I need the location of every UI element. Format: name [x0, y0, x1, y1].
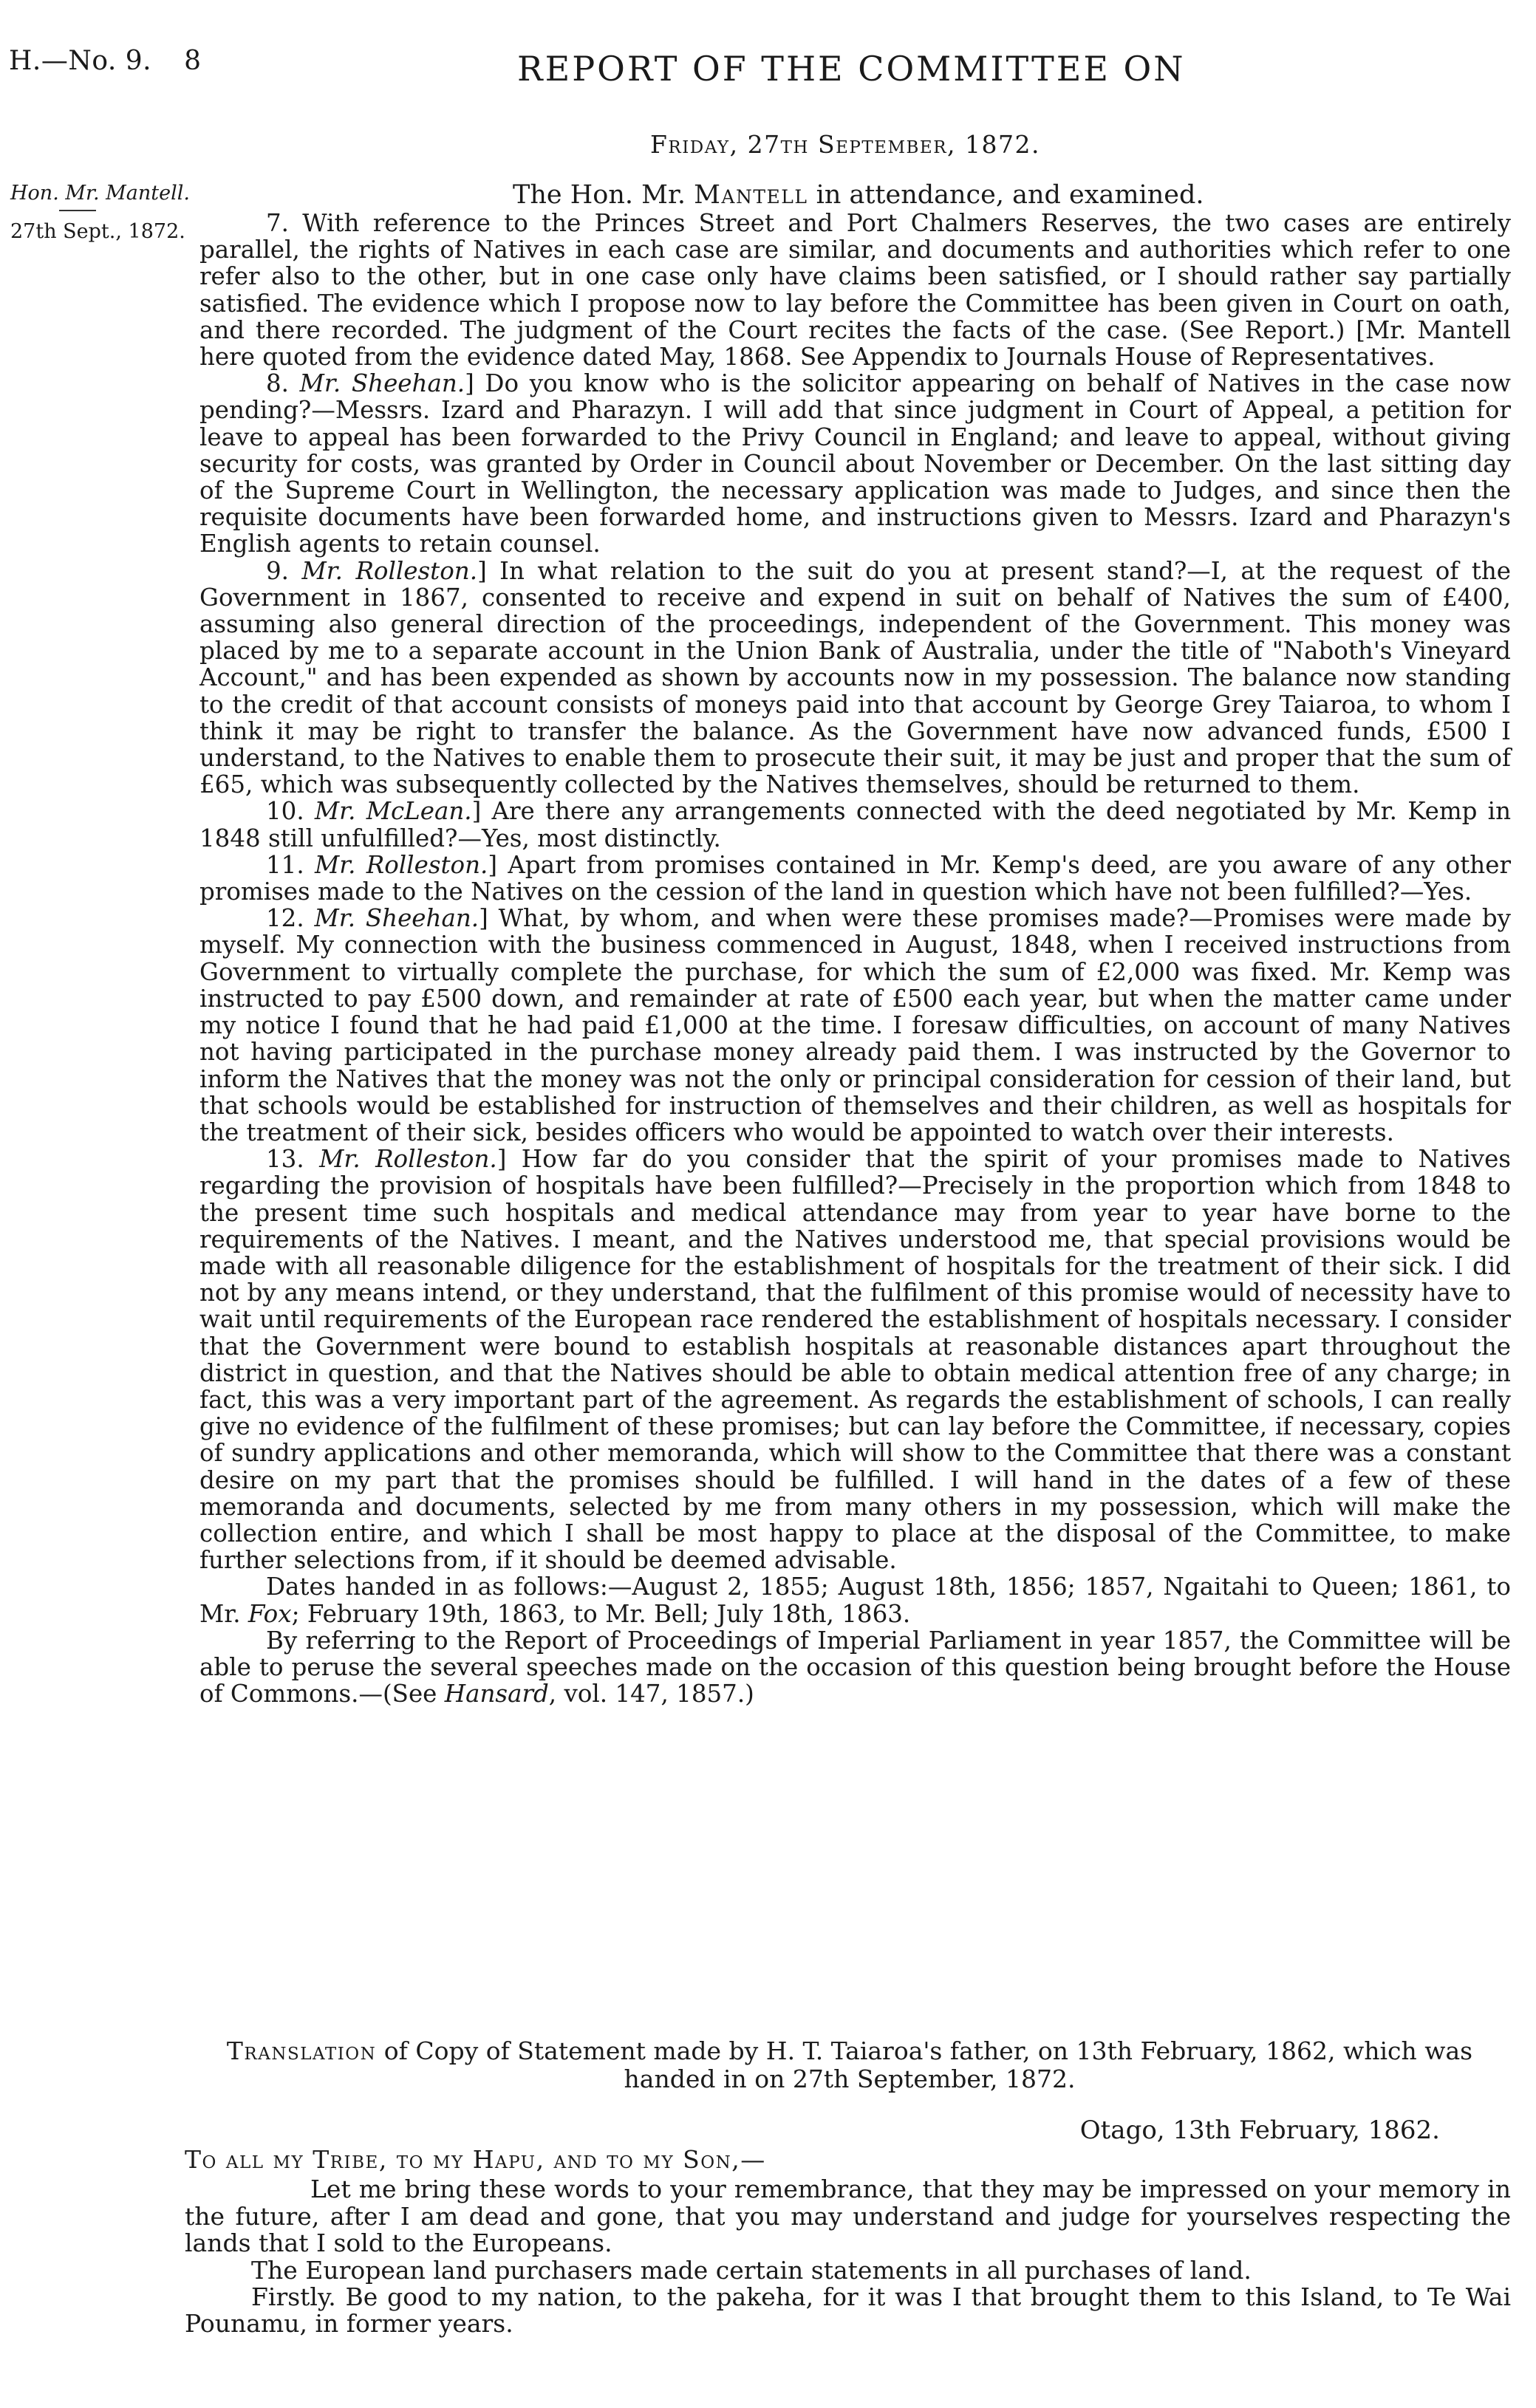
letter-paragraph: Firstly. Be good to my nation, to the pakeha, for it was I that brought them to this Island, to Te Wai Pounamu, in former years. — [185, 2282, 1511, 2339]
page-header-ref — [9, 46, 202, 76]
translation-heading: Translation of Copy of Statement made by H. T. Taiaroa's father, on 13th February, 1862, which was handed in on 27th September, 1872. — [226, 2036, 1473, 2093]
paragraph-13: 13. Mr. Rolleston.] How far do you consider that the spirit of your promises made to Natives regarding the provision of hospitals have been fulfilled?—Precisely in the proportion which from 1848 to the present time such hospitals and medical attendance may from year to year have borne to the requirements of the Natives. I meant, and the Natives understood me, that special provisions would be made with all reasonable diligence for the establishment of hospitals for the treatment of their sick. I did not by any means intend, or they understand, that the fulfilment of this promise would of necessity have to wait until requirements of the European race rendered the establishment of hospitals necessary. I consider that the Government were bound to establish hospitals at reasonable distances apart throughout the district in question, and that the Natives should be able to obtain medical attention free of any charge; in fact, this was a very important part of the agreement. As regards the establishment of schools, I can really give no evidence of the fulfilment of these promises; but can lay before the Committee, if necessary, copies of sundry applications and other memoranda, which will show to the Committee that there was a constant desire on my part that the promises should be fulfilled. I will hand in the dates of a few of these memoranda and documents, selected by me from many others in my possession, which will make the collection entire, and which I shall be most happy to place at the disposal of the Committee, to make further selections from, if it should be deemed advisable. — [199, 1145, 1511, 1575]
margin-divider — [59, 210, 96, 211]
paragraph-11: 11. Mr. Rolleston.] Apart from promises contained in Mr. Kemp's deed, are you aware of any other promises made to the Natives on the cession of the land in question which have not been fulfilled?—Yes. — [199, 850, 1511, 906]
letter-salutation: To all my Tribe, to my Hapu, and to my Son,— — [185, 2145, 766, 2174]
speaker: Mr. Rolleston. — [314, 850, 488, 879]
page-number: 8 — [184, 46, 202, 76]
speaker: Mr. Sheehan. — [314, 904, 479, 933]
letter-place-date: Otago, 13th February, 1862. — [1079, 2115, 1440, 2145]
doc-reference: H.—No. 9. — [9, 46, 152, 76]
meeting-date: Friday, 27th September, 1872. — [650, 130, 1040, 159]
paragraph-8: 8. Mr. Sheehan.] Do you know who is the solicitor appearing on behalf of Natives in the case now pending?—Messrs. Izard and Pharazyn. I will add that since judgment in Court of Appeal, a petition for leave to appeal has been forwarded to the Privy Council in England; and leave to appeal, without giving security for costs, was granted by Order in Council about November or December. On the last sitting day of the Supreme Court in Wellington, the necessary application was made to Judges, and since then the requisite documents have been forwarded home, and instructions given to Messrs. Izard and Pharazyn's English agents to retain counsel. — [199, 369, 1511, 558]
speaker: Mr. Rolleston. — [319, 1145, 497, 1174]
running-title: REPORT OF THE COMMITTEE ON — [517, 49, 1186, 89]
paragraph-12: 12. Mr. Sheehan.] What, by whom, and when were these promises made?—Promises were made by myself. My connection with the business commenced in August, 1848, when I received instructions from Government to virtually complete the purchase, for which the sum of £2,000 was fixed. Mr. Kemp was instructed to pay £500 down, and remainder at rate of £500 each year, but when the matter came under my notice I found that he had paid £1,000 at the time. I foresaw difficulties, on account of many Natives not having participated in the purchase money already paid them. I was instructed by the Governor to inform the Natives that the money was not the only or principal consideration for cession of their land, but that schools would be established for instruction of themselves and their children, as well as hospitals for the treatment of their sick, besides officers who would be appointed to watch over their interests. — [199, 904, 1511, 1146]
paragraph-10: 10. Mr. McLean.] Are there any arrangements connected with the deed negotiated by Mr. Kemp in 1848 still unfulfilled?—Yes, most distinctly. — [199, 797, 1511, 852]
letter-paragraph: The European land purchasers made certain statements in all purchases of land. — [251, 2255, 1252, 2285]
hansard-reference: By referring to the Report of Proceedings of Imperial Parliament in year 1857, the Committee will be able to peruse the several speeches made on the occasion of this question being brought before the House of Commons.—(See Hansard, vol. 147, 1857.) — [199, 1626, 1511, 1708]
margin-witness: Hon. Mr. Mantell. — [10, 182, 190, 205]
evidence-body — [199, 210, 1511, 1707]
attendance-line: The Hon. Mr. Mantell in attendance, and examined. — [513, 180, 1204, 210]
dates-handed-in: Dates handed in as follows:—August 2, 1855; August 18th, 1856; 1857, Ngaitahi to Queen; 1861, to Mr. Fox; February 19th, 1863, to Mr. Bell; July 18th, 1863. — [199, 1573, 1511, 1628]
paragraph-7: 7. With reference to the Princes Street and Port Chalmers Reserves, the two cases are entirely parallel, the rights of Natives in each case are similar, and documents and authorities which refer to one refer also to the other, but in one case only have claims been satisfied, or I should rather say partially satisfied. The evidence which I propose now to lay before the Committee has been given in Court on oath, and there recorded. The judgment of the Court recites the facts of the case. (See Report.) [Mr. Mantell here quoted from the evidence dated May, 1868. See Appendix to Journals House of Representatives. — [199, 209, 1511, 372]
margin-date: 27th Sept., 1872. — [10, 220, 185, 243]
speaker: Mr. Sheehan. — [299, 369, 465, 398]
paragraph-9: 9. Mr. Rolleston.] In what relation to the suit do you at present stand?—I, at the request of the Government in 1867, consented to receive and expend in suit on behalf of Natives the sum of £400, assuming also general direction of the proceedings, independent of the Government. This money was placed by me to a separate account in the Union Bank of Australia, under the title of "Naboth's Vineyard Account," and has been expended as shown by accounts now in my possession. The balance now standing to the credit of that account consists of moneys paid into that account by George Grey Taiaroa, to whom I think it may be right to transfer the balance. As the Government have now advanced funds, £500 I understand, to the Natives to enable them to prosecute their suit, it may be just and proper that the sum of £65, which was subsequently collected by the Natives themselves, should be returned to them. — [199, 556, 1512, 799]
speaker: Mr. McLean. — [314, 797, 472, 826]
witness-name: Mantell — [694, 180, 808, 210]
speaker: Mr. Rolleston. — [301, 556, 478, 585]
letter-paragraph: Let me bring these words to your remembrance, that they may be impressed on your memory in the future, after I am dead and gone, that you may understand and judge for yourselves respecting the lands that I sold to the Europeans. — [185, 2175, 1511, 2258]
translated-letter — [185, 2147, 1511, 2338]
